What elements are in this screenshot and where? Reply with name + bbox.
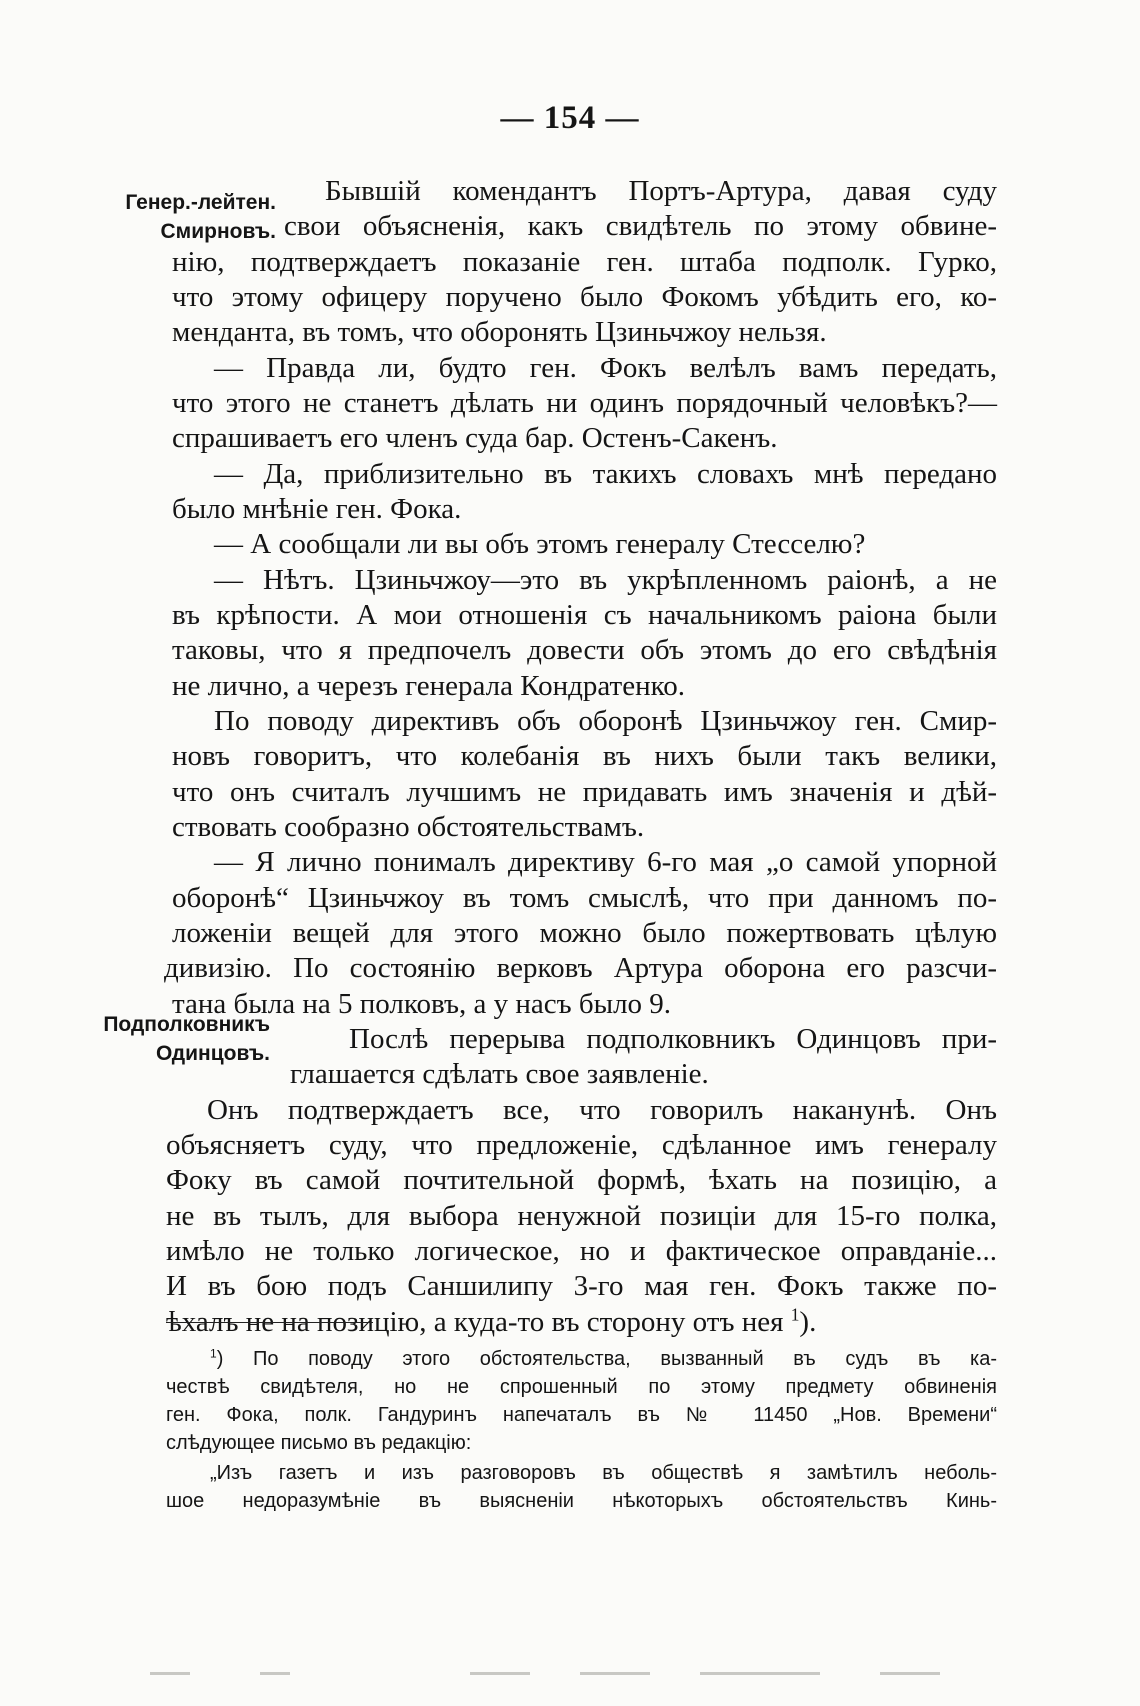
text-line: ложеніи вещей для этого можно было пожертвовать цѣлую xyxy=(172,917,997,949)
text-line: нію, подтверждаетъ показаніе ген. штаба подполк. Гурко, xyxy=(172,246,997,278)
text-line: — Я лично понималъ директиву 6-го мая „о самой упорной xyxy=(214,846,997,878)
sidenote-line: Генер.-лейтен. xyxy=(125,191,276,214)
text-line: — А сообщали ли вы объ этомъ генералу Стесселю? xyxy=(214,528,866,560)
footnote-line: ген. Фока, полк. Гандуринъ напечаталъ въ № 11450 „Нов. Времени“ xyxy=(166,1404,997,1426)
text-line: — Нѣтъ. Цзиньчжоу—это въ укрѣпленномъ раіонѣ, а не xyxy=(214,564,997,596)
text-line: Онъ подтверждаетъ все, что говорилъ наканунѣ. Онъ xyxy=(207,1094,997,1126)
text-line: имѣло не только логическое, но и фактическое оправданіе... xyxy=(166,1235,997,1267)
text-line: менданта, въ томъ, что оборонять Цзиньчжоу нельзя. xyxy=(172,316,827,348)
footnote-separator xyxy=(166,1322,373,1323)
text-line: спрашиваетъ его членъ суда бар. Остенъ-Сакенъ. xyxy=(172,422,778,454)
text-line: что этому офицеру поручено было Фокомъ убѣдить его, ко- xyxy=(172,281,997,313)
sidenote-line: Подполковникъ xyxy=(103,1013,270,1036)
footnote-line xyxy=(210,1346,997,1372)
text-line: таковы, что я предпочелъ довести объ этомъ до его свѣдѣнія xyxy=(172,634,997,666)
text-line: Послѣ перерыва подполковникъ Одинцовъ при- xyxy=(349,1023,997,1055)
footnote-marker-tail: ) xyxy=(216,1348,224,1370)
footnote-ref-tail: ). xyxy=(799,1306,817,1338)
text-line: объясняетъ суду, что предложеніе, сдѣланное имъ генералу xyxy=(166,1129,997,1161)
footnote-marker: 1 xyxy=(210,1346,217,1361)
text-line: — Да, приблизительно въ такихъ словахъ мнѣ передано xyxy=(214,458,997,490)
footnote-ref: 1 xyxy=(790,1304,800,1325)
sidenote-line: Одинцовъ. xyxy=(155,1042,270,1065)
footnote-text: По поводу этого обстоятельства, вызванный въ судъ въ ка- xyxy=(252,1348,998,1370)
text-line: не въ тылъ, для выбора ненужной позиціи для 15-го полка, xyxy=(166,1200,997,1232)
text-line: не лично, а черезъ генерала Кондратенко. xyxy=(172,670,685,702)
text-line: Бывшій комендантъ Портъ-Артура, давая суду xyxy=(325,175,997,207)
footnote-line: чествѣ свидѣтеля, но не спрошенный по этому предмету обвиненія xyxy=(166,1376,997,1398)
text-line: Фоку въ самой почтительной формѣ, ѣхать на позицію, а xyxy=(166,1164,997,1196)
text-line: ствовать сообразно обстоятельствамъ. xyxy=(172,811,645,843)
text-line: оборонѣ“ Цзиньчжоу въ томъ смыслѣ, что при данномъ по- xyxy=(172,882,997,914)
text-line: По поводу директивъ объ оборонѣ Цзиньчжоу ген. Смир- xyxy=(214,705,997,737)
text-line: было мнѣніе ген. Фока. xyxy=(172,493,462,525)
sidenote-line: Смирновъ. xyxy=(160,220,276,243)
text-line: тана была на 5 полковъ, а у насъ было 9. xyxy=(172,988,672,1020)
sidenote-smirnov xyxy=(36,188,276,246)
text-line: что онъ считалъ лучшимъ не придавать имъ значенія и дѣй- xyxy=(172,776,997,808)
footnote-line: слѣдующее письмо въ редакцію: xyxy=(166,1432,472,1454)
text-line: ѣхалъ не на позицію, а куда-то въ сторону отъ нея xyxy=(166,1306,784,1338)
text-line: новъ говоритъ, что колебанія въ нихъ были такъ велики, xyxy=(172,740,997,772)
footnote-line: „Изъ газетъ и изъ разговоровъ въ обществѣ я замѣтилъ неболь- xyxy=(210,1462,997,1484)
text-line: что этого не станетъ дѣлать ни одинъ порядочный человѣкъ?— xyxy=(172,387,997,419)
text-line: глашается сдѣлать свое заявленіе. xyxy=(290,1058,709,1090)
page-number: — 154 — xyxy=(500,100,640,136)
text-line: свои объясненія, какъ свидѣтель по этому обвине- xyxy=(284,210,997,242)
text-line: дивизію. По состоянію верковъ Артура оборона его разсчи- xyxy=(164,952,997,984)
text-line: въ крѣпости. А мои отношенія съ начальникомъ раіона были xyxy=(172,599,997,631)
footnote-line: шое недоразумѣніе въ выясненіи нѣкоторыхъ обстоятельствъ Кинь- xyxy=(166,1490,997,1512)
text-line: — Правда ли, будто ген. Фокъ велѣлъ вамъ передать, xyxy=(214,352,997,384)
text-line: И въ бою подъ Саншилипу 3-го мая ген. Фокъ также по- xyxy=(166,1270,997,1302)
